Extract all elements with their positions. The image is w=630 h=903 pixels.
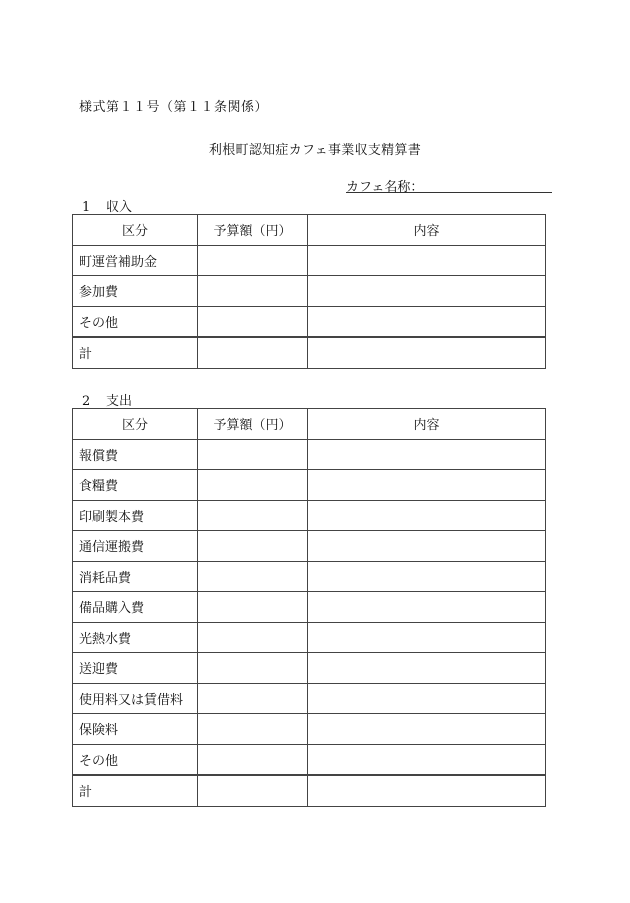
expense-row-label: 通信運搬費 [73, 531, 198, 562]
table-row [73, 500, 546, 531]
expense-budget-cell [198, 683, 308, 714]
expense-budget-cell [198, 714, 308, 745]
expense-section-title: 支出 [106, 394, 133, 409]
income-col-budget: 予算額（円） [198, 215, 308, 246]
expense-details-cell [308, 744, 546, 775]
expense-budget-cell [198, 592, 308, 623]
table-row [73, 622, 546, 653]
expense-budget-cell [198, 744, 308, 775]
expense-budget-cell [198, 622, 308, 653]
expense-details-cell [308, 439, 546, 470]
income-total-row [73, 337, 546, 368]
income-details-cell [308, 245, 546, 276]
expense-details-cell [308, 500, 546, 531]
expense-details-cell [308, 531, 546, 562]
income-row-label: 町運営補助金 [73, 245, 198, 276]
income-col-details: 内容 [308, 215, 546, 246]
expense-details-cell [308, 622, 546, 653]
income-budget-cell [198, 306, 308, 337]
cafe-name-field [346, 176, 552, 193]
table-row [73, 592, 546, 623]
expense-budget-cell [198, 500, 308, 531]
income-total-label: 計 [73, 337, 198, 368]
income-row-label: 参加費 [73, 276, 198, 307]
income-details-cell [308, 306, 546, 337]
income-section-number: 1 [82, 200, 91, 215]
expense-row-label: 印刷製本費 [73, 500, 198, 531]
table-row [73, 245, 546, 276]
expense-budget-cell [198, 439, 308, 470]
table-row [73, 683, 546, 714]
expense-row-label: 送迎費 [73, 653, 198, 684]
table-row [73, 561, 546, 592]
expense-budget-cell [198, 531, 308, 562]
expense-section-heading [82, 390, 132, 409]
expense-col-details: 内容 [308, 409, 546, 440]
document-title: 利根町認知症カフェ事業収支精算書 [208, 143, 422, 158]
expense-row-label: 消耗品費 [73, 561, 198, 592]
expense-table [72, 408, 546, 807]
expense-total-details-cell [308, 775, 546, 806]
table-row [73, 306, 546, 337]
expense-row-label: 備品購入費 [73, 592, 198, 623]
form-number: 様式第１１号（第１１条関係） [79, 100, 269, 115]
expense-details-cell [308, 592, 546, 623]
income-details-cell [308, 276, 546, 307]
expense-total-label: 計 [73, 775, 198, 806]
table-row [73, 744, 546, 775]
income-budget-cell [198, 245, 308, 276]
expense-details-cell [308, 470, 546, 501]
expense-row-label: 使用料又は賃借料 [73, 683, 198, 714]
income-row-label: その他 [73, 306, 198, 337]
table-row [73, 531, 546, 562]
cafe-name-label: カフェ名称： [346, 180, 424, 195]
income-section-title: 収入 [106, 200, 133, 215]
expense-header-row [73, 409, 546, 440]
expense-row-label: 保険料 [73, 714, 198, 745]
expense-total-row [73, 775, 546, 806]
expense-row-label: 光熱水費 [73, 622, 198, 653]
expense-budget-cell [198, 561, 308, 592]
expense-col-budget: 予算額（円） [198, 409, 308, 440]
expense-details-cell [308, 653, 546, 684]
table-row [73, 470, 546, 501]
expense-row-label: 食糧費 [73, 470, 198, 501]
expense-total-budget-cell [198, 775, 308, 806]
table-row [73, 653, 546, 684]
expense-details-cell [308, 714, 546, 745]
expense-row-label: 報償費 [73, 439, 198, 470]
income-table [72, 214, 546, 369]
expense-budget-cell [198, 470, 308, 501]
income-total-details-cell [308, 337, 546, 368]
expense-budget-cell [198, 653, 308, 684]
income-budget-cell [198, 276, 308, 307]
expense-details-cell [308, 561, 546, 592]
expense-details-cell [308, 683, 546, 714]
income-section-heading [82, 196, 132, 215]
income-header-row [73, 215, 546, 246]
expense-section-number: 2 [82, 394, 91, 409]
table-row [73, 714, 546, 745]
expense-col-category: 区分 [73, 409, 198, 440]
table-row [73, 276, 546, 307]
table-row [73, 439, 546, 470]
income-col-category: 区分 [73, 215, 198, 246]
income-total-budget-cell [198, 337, 308, 368]
expense-row-label: その他 [73, 744, 198, 775]
